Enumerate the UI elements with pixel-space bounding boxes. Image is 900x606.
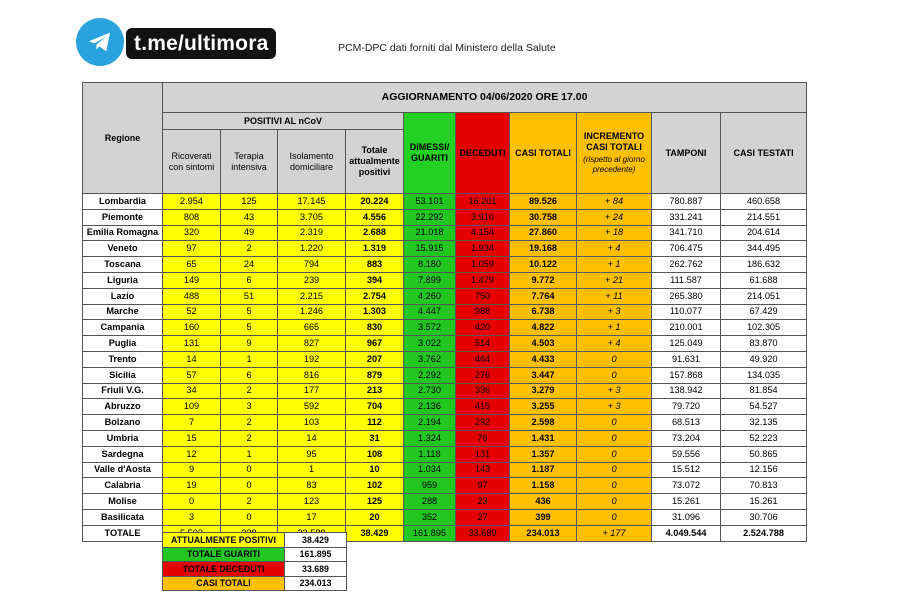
dimessi-cell: 352 [404,509,456,525]
dimessi-cell: 1.118 [404,446,456,462]
deceduti-cell: 23 [456,494,510,510]
deceduti-cell: 276 [456,367,510,383]
table-row [83,241,807,257]
casi-testati-cell: 61.688 [721,272,807,288]
channel-brand-label[interactable]: t.me/ultimora [126,28,276,59]
region-name-cell: Trento [83,351,163,367]
terapia-cell: 125 [221,194,278,210]
totale-positivi-cell: 830 [346,320,404,336]
deceduti-cell: 97 [456,478,510,494]
incremento-label: INCREMENTO CASI TOTALI [583,131,645,152]
region-name-cell: Lazio [83,288,163,304]
isolamento-cell: 192 [278,351,346,367]
terapia-cell: 1 [221,351,278,367]
summary-value: 38.429 [285,533,347,548]
incremento-cell: 0 [577,446,652,462]
casi-totali-cell: 2.598 [510,415,577,431]
ricoverati-cell: 3 [163,509,221,525]
casi-testati-cell: 67.429 [721,304,807,320]
terapia-cell: 3 [221,399,278,415]
ricoverati-cell: 14 [163,351,221,367]
casi-testati-cell: 15.261 [721,494,807,510]
deceduti-cell: 143 [456,462,510,478]
casi-totali-cell: 4.822 [510,320,577,336]
ricoverati-cell: 19 [163,478,221,494]
casi-totali-cell: 4.433 [510,351,577,367]
isolamento-cell: 83 [278,478,346,494]
region-name-cell: Marche [83,304,163,320]
isolamento-cell: 665 [278,320,346,336]
casi-totali-cell: 10.122 [510,257,577,273]
summary-row [163,576,347,591]
ricoverati-cell: 97 [163,241,221,257]
region-name-cell: Friuli V.G. [83,383,163,399]
dimessi-cell: 15.915 [404,241,456,257]
dimessi-cell: 2.292 [404,367,456,383]
terapia-cell: 2 [221,430,278,446]
ricoverati-cell: 52 [163,304,221,320]
tamponi-cell: 111.587 [652,272,721,288]
deceduti-cell: 1.059 [456,257,510,273]
totale-positivi-cell: 108 [346,446,404,462]
deceduti-cell: 4.154 [456,225,510,241]
tamponi-cell: 68.513 [652,415,721,431]
ricoverati-cell: 12 [163,446,221,462]
casi-totali-cell: 7.764 [510,288,577,304]
incremento-cell: + 84 [577,194,652,210]
tamponi-cell: 780.887 [652,194,721,210]
region-name-cell: Sicilia [83,367,163,383]
incremento-cell: 0 [577,494,652,510]
dimessi-cell: 4.260 [404,288,456,304]
dimessi-cell: 3.022 [404,336,456,352]
ricoverati-header: Ricoverati con sintomi [163,130,221,194]
tamponi-cell: 125.049 [652,336,721,352]
incremento-cell: 0 [577,478,652,494]
summary-value: 161.895 [285,547,347,562]
region-name-cell: Lombardia [83,194,163,210]
isolamento-cell: 95 [278,446,346,462]
totale-positivi-cell: 883 [346,257,404,273]
ricoverati-cell: 109 [163,399,221,415]
summary-label: ATTUALMENTE POSITIVI [163,533,285,548]
isolamento-cell: 827 [278,336,346,352]
casi-totali-cell: 3.279 [510,383,577,399]
summary-label: CASI TOTALI [163,576,285,591]
table-row [83,194,807,210]
totale-positivi-cell: 704 [346,399,404,415]
dimessi-cell: 1.034 [404,462,456,478]
table-row [83,225,807,241]
region-name-cell: Campania [83,320,163,336]
totale-positivi-cell: 967 [346,336,404,352]
casi-totali-cell: 1.357 [510,446,577,462]
region-name-cell: Piemonte [83,209,163,225]
region-name-cell: Calabria [83,478,163,494]
terapia-cell: 2 [221,494,278,510]
summary-label: TOTALE DECEDUTI [163,562,285,577]
dimessi-cell: 8.180 [404,257,456,273]
isolamento-cell: 14 [278,430,346,446]
region-name-cell: Valle d'Aosta [83,462,163,478]
terapia-cell: 49 [221,225,278,241]
deceduti-cell: 514 [456,336,510,352]
casi-testati-cell: 52.223 [721,430,807,446]
region-name-cell: Abruzzo [83,399,163,415]
deceduti-cell: 336 [456,383,510,399]
casi-totali-header: CASI TOTALI [510,113,577,194]
dimessi-cell: 1.324 [404,430,456,446]
incremento-cell: 0 [577,462,652,478]
region-name-cell: Umbria [83,430,163,446]
casi-testati-cell: 204.614 [721,225,807,241]
terapia-cell: 1 [221,446,278,462]
ricoverati-cell: 808 [163,209,221,225]
isolamento-cell: 592 [278,399,346,415]
incremento-cell: + 24 [577,209,652,225]
totale-positivi-cell: 2.754 [346,288,404,304]
table-row [83,430,807,446]
casi-totali-cell: 89.526 [510,194,577,210]
isolamento-header: Isolamento domiciliare [278,130,346,194]
tamponi-cell: 138.942 [652,383,721,399]
isolamento-cell: 103 [278,415,346,431]
table-row [83,494,807,510]
totale-positivi-cell: 102 [346,478,404,494]
tamponi-cell: 73.204 [652,430,721,446]
totale-positivi-cell: 1.303 [346,304,404,320]
region-name-cell: TOTALE [83,525,163,541]
table-row [83,272,807,288]
incremento-cell: + 4 [577,241,652,257]
table-row [83,209,807,225]
casi-testati-cell: 70.813 [721,478,807,494]
incremento-cell: + 21 [577,272,652,288]
tamponi-cell: 706.475 [652,241,721,257]
deceduti-cell: 1.934 [456,241,510,257]
totale-positivi-cell: 4.556 [346,209,404,225]
region-name-cell: Molise [83,494,163,510]
isolamento-cell: 239 [278,272,346,288]
region-name-cell: Emilia Romagna [83,225,163,241]
casi-testati-cell: 12.156 [721,462,807,478]
incremento-cell: 0 [577,509,652,525]
incremento-cell: + 1 [577,320,652,336]
deceduti-cell: 415 [456,399,510,415]
deceduti-cell: 464 [456,351,510,367]
dimessi-cell: 2.730 [404,383,456,399]
table-row [83,415,807,431]
region-name-cell: Veneto [83,241,163,257]
totale-positivi-cell: 10 [346,462,404,478]
table-row [83,351,807,367]
casi-testati-cell: 214.051 [721,288,807,304]
table-row [83,288,807,304]
tamponi-cell: 91.631 [652,351,721,367]
tamponi-cell: 210.001 [652,320,721,336]
deceduti-cell: 131 [456,446,510,462]
casi-totali-cell: 234.013 [510,525,577,541]
ricoverati-cell: 0 [163,494,221,510]
casi-totali-cell: 1.187 [510,462,577,478]
isolamento-cell: 1 [278,462,346,478]
casi-totali-cell: 30.758 [510,209,577,225]
isolamento-cell: 3.705 [278,209,346,225]
terapia-cell: 0 [221,509,278,525]
tamponi-cell: 110.077 [652,304,721,320]
table-row [83,367,807,383]
terapia-cell: 2 [221,383,278,399]
dimessi-cell: 4.447 [404,304,456,320]
deceduti-cell: 750 [456,288,510,304]
dimessi-cell: 288 [404,494,456,510]
isolamento-cell: 123 [278,494,346,510]
ricoverati-cell: 15 [163,430,221,446]
incremento-cell: + 177 [577,525,652,541]
tamponi-cell: 331.241 [652,209,721,225]
summary-row [163,533,347,548]
incremento-cell: + 3 [577,399,652,415]
casi-totali-cell: 27.860 [510,225,577,241]
dimessi-cell: 3.572 [404,320,456,336]
incremento-cell: + 1 [577,257,652,273]
tamponi-cell: 262.762 [652,257,721,273]
ricoverati-cell: 149 [163,272,221,288]
isolamento-cell: 816 [278,367,346,383]
incremento-header [577,113,652,194]
casi-testati-cell: 2.524.788 [721,525,807,541]
terapia-cell: 5 [221,304,278,320]
casi-totali-cell: 1.431 [510,430,577,446]
dimessi-cell: 53.101 [404,194,456,210]
casi-totali-cell: 3.447 [510,367,577,383]
table-title: AGGIORNAMENTO 04/06/2020 ORE 17.00 [163,83,807,113]
incremento-cell: 0 [577,351,652,367]
terapia-header: Terapia intensiva [221,130,278,194]
casi-testati-cell: 49.920 [721,351,807,367]
casi-testati-cell: 32.135 [721,415,807,431]
region-name-cell: Sardegna [83,446,163,462]
positivi-group-header: POSITIVI AL nCoV [163,113,404,130]
incremento-cell: + 18 [577,225,652,241]
totale-positivi-cell: 125 [346,494,404,510]
isolamento-cell: 794 [278,257,346,273]
dimessi-cell: 7.899 [404,272,456,288]
casi-testati-cell: 83.870 [721,336,807,352]
casi-totali-cell: 9.772 [510,272,577,288]
casi-testati-cell: 102.305 [721,320,807,336]
isolamento-cell: 177 [278,383,346,399]
totale-positivi-cell: 31 [346,430,404,446]
casi-totali-cell: 6.738 [510,304,577,320]
totale-positivi-cell: 879 [346,367,404,383]
region-name-cell: Bolzano [83,415,163,431]
ricoverati-cell: 320 [163,225,221,241]
ricoverati-cell: 160 [163,320,221,336]
tamponi-cell: 4.049.544 [652,525,721,541]
casi-testati-cell: 54.527 [721,399,807,415]
dimessi-header: DIMESSI/ GUARITI [404,113,456,194]
incremento-cell: + 4 [577,336,652,352]
incremento-cell: + 3 [577,383,652,399]
region-name-cell: Liguria [83,272,163,288]
terapia-cell: 5 [221,320,278,336]
deceduti-header: DECEDUTI [456,113,510,194]
isolamento-cell: 1.246 [278,304,346,320]
region-name-cell: Toscana [83,257,163,273]
region-name-cell: Basilicata [83,509,163,525]
terapia-cell: 2 [221,241,278,257]
telegram-icon[interactable] [76,18,124,66]
ricoverati-cell: 2.954 [163,194,221,210]
casi-totali-cell: 4.503 [510,336,577,352]
terapia-cell: 0 [221,478,278,494]
incremento-cell: + 3 [577,304,652,320]
summary-value: 33.689 [285,562,347,577]
casi-totali-cell: 399 [510,509,577,525]
casi-totali-cell: 1.158 [510,478,577,494]
table-row [83,383,807,399]
totale-positivi-header: Totale attualmente positivi [346,130,404,194]
casi-testati-cell: 134.035 [721,367,807,383]
casi-testati-cell: 214.551 [721,209,807,225]
ricoverati-cell: 9 [163,462,221,478]
dimessi-cell: 161.895 [404,525,456,541]
tamponi-cell: 73.072 [652,478,721,494]
table-row [83,336,807,352]
tamponi-cell: 79.720 [652,399,721,415]
deceduti-cell: 27 [456,509,510,525]
casi-testati-cell: 186.632 [721,257,807,273]
region-name-cell: Puglia [83,336,163,352]
deceduti-cell: 420 [456,320,510,336]
tamponi-cell: 265.380 [652,288,721,304]
covid-region-table [82,82,807,542]
dimessi-cell: 959 [404,478,456,494]
tamponi-cell: 15.512 [652,462,721,478]
totale-positivi-cell: 20 [346,509,404,525]
tamponi-cell: 15.261 [652,494,721,510]
terapia-cell: 24 [221,257,278,273]
deceduti-cell: 988 [456,304,510,320]
totale-positivi-cell: 213 [346,383,404,399]
ricoverati-cell: 488 [163,288,221,304]
tamponi-cell: 59.556 [652,446,721,462]
dimessi-cell: 22.292 [404,209,456,225]
table-row [83,257,807,273]
casi-testati-cell: 30.706 [721,509,807,525]
terapia-cell: 6 [221,272,278,288]
deceduti-cell: 1.479 [456,272,510,288]
totale-positivi-cell: 207 [346,351,404,367]
deceduti-cell: 76 [456,430,510,446]
dimessi-cell: 21.018 [404,225,456,241]
tamponi-cell: 157.868 [652,367,721,383]
totale-positivi-cell: 38.429 [346,525,404,541]
casi-testati-cell: 344.495 [721,241,807,257]
deceduti-cell: 3.910 [456,209,510,225]
table-row [83,304,807,320]
totale-positivi-cell: 112 [346,415,404,431]
tamponi-header: TAMPONI [652,113,721,194]
incremento-cell: 0 [577,367,652,383]
casi-testati-cell: 50.865 [721,446,807,462]
tamponi-cell: 341.710 [652,225,721,241]
region-column-header: Regione [83,83,163,194]
deceduti-cell: 16.201 [456,194,510,210]
incremento-note: (rispetto al giorno precedente) [583,155,645,174]
totale-positivi-cell: 20.224 [346,194,404,210]
casi-totali-cell: 19.168 [510,241,577,257]
deceduti-cell: 33.689 [456,525,510,541]
data-source-caption: PCM-DPC dati forniti dal Ministero della Salute [338,42,556,54]
casi-testati-cell: 460.658 [721,194,807,210]
tamponi-cell: 31.096 [652,509,721,525]
isolamento-cell: 2.215 [278,288,346,304]
dimessi-cell: 2.194 [404,415,456,431]
summary-label: TOTALE GUARITI [163,547,285,562]
terapia-cell: 43 [221,209,278,225]
dimessi-cell: 2.136 [404,399,456,415]
isolamento-cell: 2.319 [278,225,346,241]
isolamento-cell: 17.145 [278,194,346,210]
summary-table [162,532,347,591]
dimessi-cell: 3.762 [404,351,456,367]
deceduti-cell: 292 [456,415,510,431]
casi-totali-cell: 436 [510,494,577,510]
casi-testati-header: CASI TESTATI [721,113,807,194]
totale-positivi-cell: 2.688 [346,225,404,241]
ricoverati-cell: 34 [163,383,221,399]
summary-row [163,562,347,577]
terapia-cell: 6 [221,367,278,383]
ricoverati-cell: 65 [163,257,221,273]
summary-value: 234.013 [285,576,347,591]
terapia-cell: 9 [221,336,278,352]
table-row [83,462,807,478]
summary-row [163,547,347,562]
ricoverati-cell: 57 [163,367,221,383]
casi-totali-cell: 3.255 [510,399,577,415]
isolamento-cell: 17 [278,509,346,525]
table-row [83,320,807,336]
terapia-cell: 51 [221,288,278,304]
isolamento-cell: 1.220 [278,241,346,257]
table-row [83,399,807,415]
ricoverati-cell: 7 [163,415,221,431]
incremento-cell: 0 [577,415,652,431]
terapia-cell: 0 [221,462,278,478]
table-row [83,478,807,494]
table-row [83,509,807,525]
casi-testati-cell: 81.854 [721,383,807,399]
header [76,18,876,68]
incremento-cell: + 11 [577,288,652,304]
ricoverati-cell: 131 [163,336,221,352]
totale-positivi-cell: 1.319 [346,241,404,257]
totale-positivi-cell: 394 [346,272,404,288]
terapia-cell: 2 [221,415,278,431]
incremento-cell: 0 [577,430,652,446]
table-row [83,446,807,462]
